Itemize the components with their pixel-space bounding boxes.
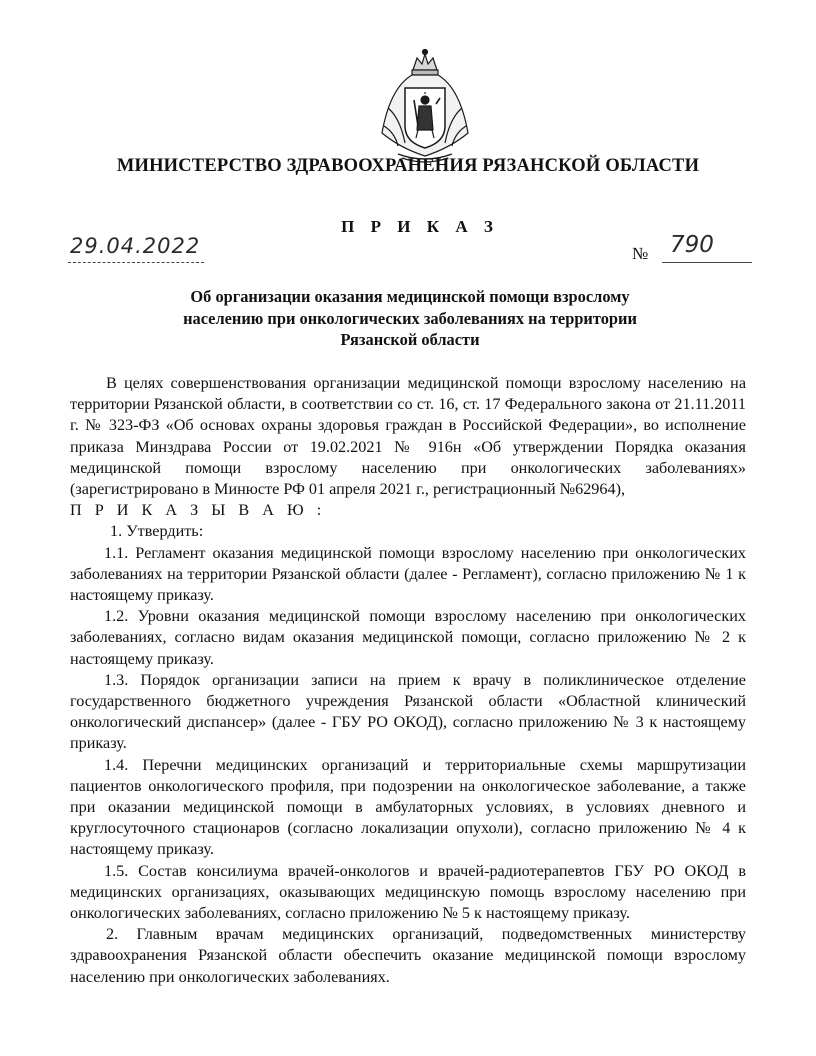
order-subject [120, 286, 700, 351]
orders-heading: П Р И К А З Ы В А Ю : [70, 501, 326, 520]
subject-line-2: населению при онкологических заболеваниях на территории [183, 308, 637, 328]
order-body [70, 373, 746, 988]
item-1-4: 1.4. Перечни медицинских организаций и территориальные схемы маршрутизации пациентов онкологического профиля, при подозрении на онкологическое заболевание, а также при оказании медицинской помощи в амбулаторных условиях, в условиях дневного и круглосуточного стационаров (согласно локализации опухоли), согласно приложению № 4 к настоящему приказу. [70, 755, 746, 859]
item-1-3: 1.3. Порядок организации записи на прием к врачу в поликлиническое отделение государственного бюджетного учреждения Рязанской области «Областной клинический онкологический диспансер» (далее - ГБУ РО ОКОД), согласно приложению № 3 к настоящему приказу. [70, 670, 746, 753]
item-2: 2. Главным врачам медицинских организаций, подведомственных министерству здравоохранения Рязанской области обеспечить оказание медицинской помощи взрослому населению при онкологических заболеваниях. [70, 925, 746, 986]
subject-line-1: Об организации оказания медицинской помощи взрослому [190, 287, 630, 306]
date-underline [68, 262, 204, 263]
number-sign: № [632, 244, 649, 263]
item-1-1: 1.1. Регламент оказания медицинской помощи взрослому населению при онкологических заболеваниях на территории Рязанской области (далее - Регламент), согласно приложению № 1 к настоящему приказу. [70, 543, 746, 605]
ministry-title: МИНИСТЕРСТВО ЗДРАВООХРАНЕНИЯ РЯЗАНСКОЙ ОБЛАСТИ [116, 156, 700, 176]
order-date: 29.04.2022 [70, 234, 201, 258]
subject-line-3: Рязанской области [340, 330, 480, 349]
coat-of-arms-icon [370, 48, 480, 166]
item-1-2: 1.2. Уровни оказания медицинской помощи взрослому населению при онкологических заболеваниях, согласно видам оказания медицинской помощи, согласно приложению № 2 к настоящему приказу. [70, 607, 746, 668]
preamble-paragraph: В целях совершенствования организации медицинской помощи взрослому населению на территории Рязанской области, в соответствии со ст. 16, ст. 17 Федерального закона от 21.11.2011 г. № 323-ФЗ «Об основах охраны здоровья граждан в Российской Федерации», во исполнение приказа Минздрава России от 19.02.2021 № 916н «Об утверждении Порядка оказания медицинской помощи взрослому населению при онкологических заболеваниях» (зарегистрировано в Минюсте РФ 01 апреля 2021 г., регистрационный №62964), [70, 374, 746, 499]
document-type-title: П Р И К А З [341, 217, 499, 236]
number-underline [662, 262, 752, 263]
order-number: 790 [670, 232, 714, 258]
item-1-5: 1.5. Состав консилиума врачей-онкологов и врачей-радиотерапевтов ГБУ РО ОКОД в медицинских организациях, оказывающих медицинскую помощь взрослому населению при онкологических заболеваниях, согласно приложению № 5 к настоящему приказу. [70, 861, 746, 923]
item-1: 1. Утвердить: [110, 522, 204, 541]
